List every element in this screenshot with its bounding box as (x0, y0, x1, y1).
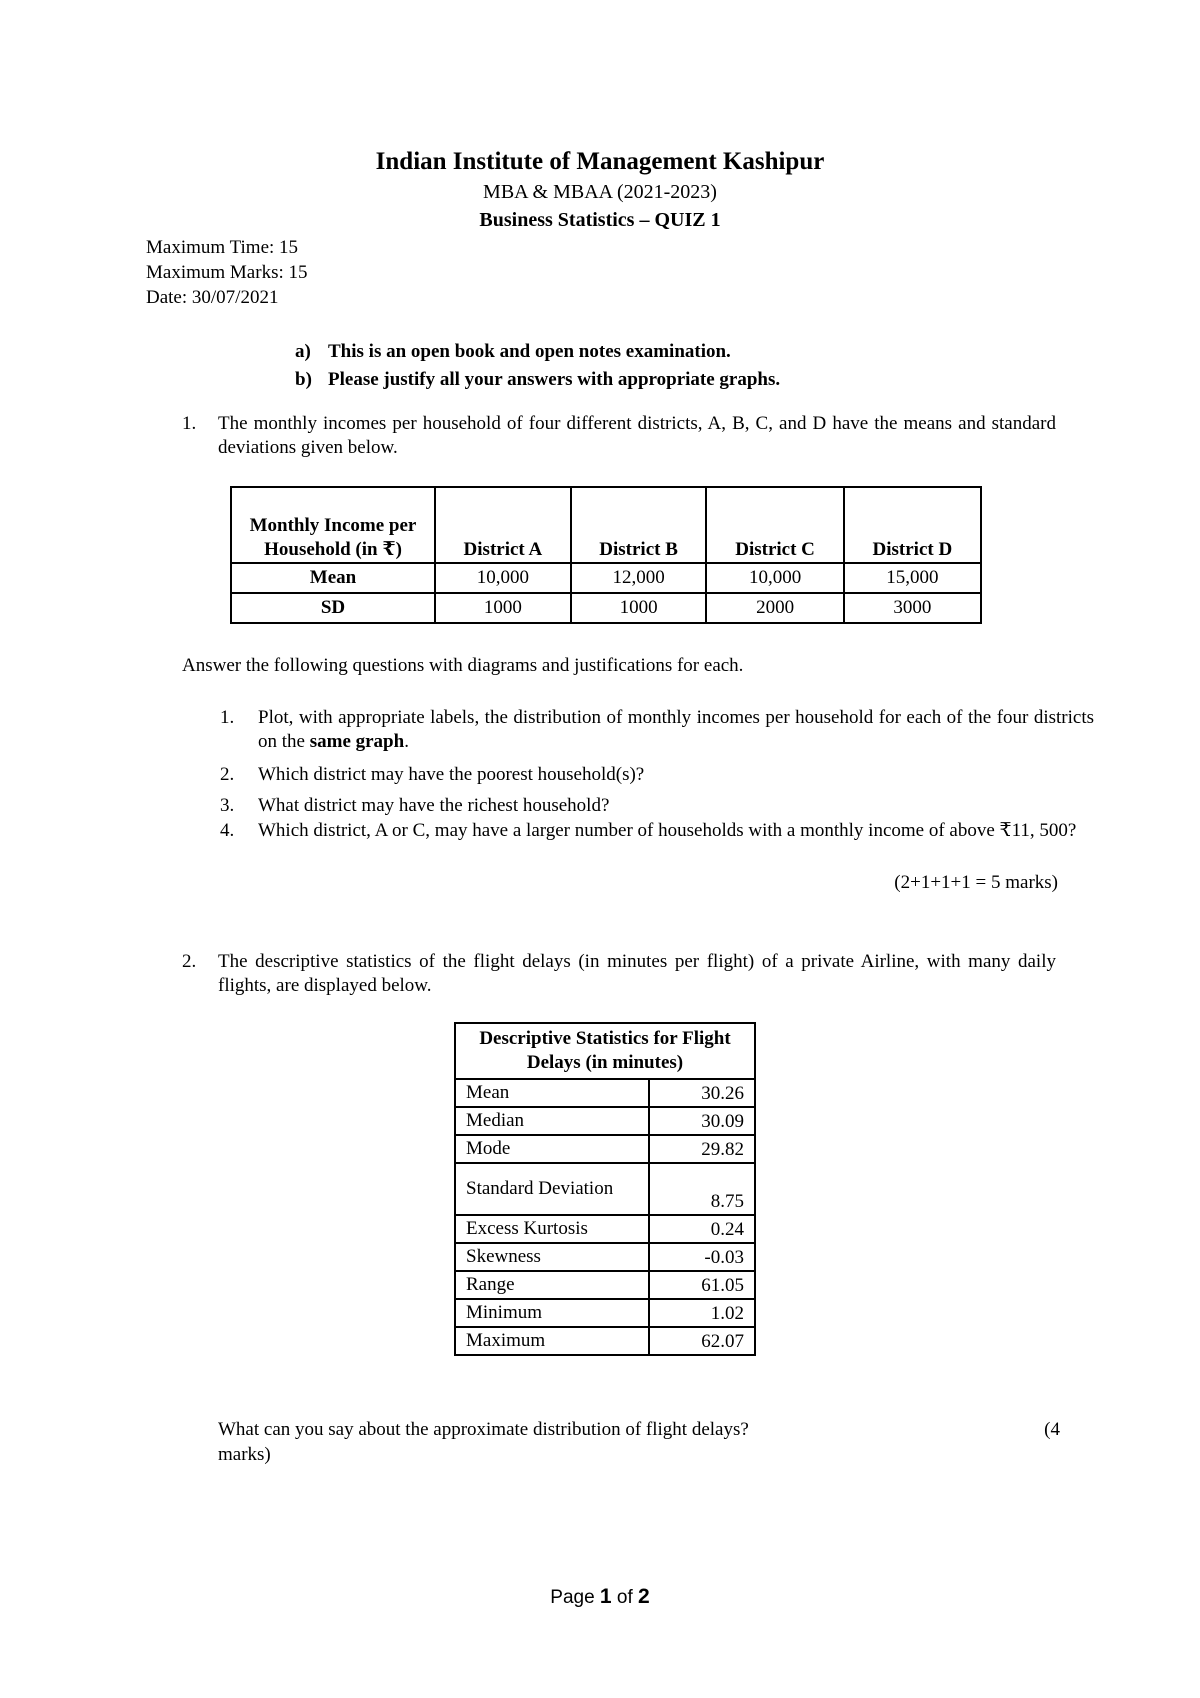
table-row (455, 1079, 755, 1107)
table-cell: 10,000 (706, 563, 843, 593)
table-row (455, 1215, 755, 1243)
row-label: SD (231, 593, 435, 623)
table-cell: 12,000 (571, 563, 707, 593)
column-header: District D (844, 487, 981, 563)
stat-value: 30.26 (649, 1079, 755, 1107)
footer-page-label: Page (550, 1587, 595, 1608)
table-row (455, 1135, 755, 1163)
max-marks: Maximum Marks: 15 (146, 262, 308, 283)
table-row (455, 1163, 755, 1215)
table-row (455, 1299, 755, 1327)
institute-title: Indian Institute of Management Kashipur (375, 148, 825, 175)
instruction-label: a) (295, 341, 311, 362)
stat-label: Minimum (455, 1299, 649, 1327)
max-time: Maximum Time: 15 (146, 237, 299, 258)
table-cell: 3000 (844, 593, 981, 623)
course-title: Business Statistics – QUIZ 1 (479, 209, 721, 231)
table-row (231, 563, 981, 593)
row-label: Mean (231, 563, 435, 593)
footer-page-number: 1 (599, 1585, 612, 1608)
question-2 (182, 950, 1062, 1000)
column-header: District C (706, 487, 843, 563)
subquestion-number: 1. (220, 707, 235, 728)
stat-value: 61.05 (649, 1271, 755, 1299)
subquestion-text: Plot, with appropriate labels, the distribution of monthly incomes per household for each of the four districts on the same graph. (258, 707, 1094, 752)
table-cell: 1000 (571, 593, 707, 623)
question-2-prompt: What can you say about the approximate distribution of flight delays? (218, 1419, 749, 1440)
instruction-label: b) (295, 369, 312, 390)
question-2-marks-close: marks) (218, 1444, 271, 1465)
stat-label: Mean (455, 1079, 649, 1107)
stat-value: 62.07 (649, 1327, 755, 1355)
footer-page-total: 2 (638, 1585, 650, 1608)
table-cell: 1000 (435, 593, 571, 623)
table-cell: 10,000 (435, 563, 571, 593)
stat-label: Median (455, 1107, 649, 1135)
instruction-a (295, 340, 731, 364)
question-number: 1. (182, 413, 197, 434)
flight-table-caption: Descriptive Statistics for Flight Delays (in minutes) (455, 1023, 755, 1079)
question-1 (182, 412, 1062, 462)
question-1-marks: (2+1+1+1 = 5 marks) (894, 872, 1058, 893)
subquestion-text: Which district, A or C, may have a larger number of households with a monthly income of above ₹11, 500? (258, 820, 1077, 841)
stat-value: 0.24 (649, 1215, 755, 1243)
exam-date: Date: 30/07/2021 (146, 287, 279, 308)
instruction-b (295, 368, 780, 392)
table-row (455, 1107, 755, 1135)
subquestion-3 (220, 794, 1094, 818)
program-title: MBA & MBAA (2021-2023) (483, 181, 717, 203)
page-footer (0, 1585, 1200, 1610)
subquestion-4 (220, 819, 1094, 869)
stat-value: -0.03 (649, 1243, 755, 1271)
table-row (455, 1271, 755, 1299)
column-header: District A (435, 487, 571, 563)
subquestion-1 (220, 706, 1094, 756)
instruction-text: This is an open book and open notes examination. (328, 341, 731, 362)
stat-label: Maximum (455, 1327, 649, 1355)
subquestion-number: 2. (220, 764, 235, 785)
subquestion-number: 3. (220, 795, 235, 816)
stat-label: Range (455, 1271, 649, 1299)
table-row (455, 1327, 755, 1355)
table-cell: 2000 (706, 593, 843, 623)
emphasis: same graph (309, 731, 405, 752)
flight-delay-table (454, 1022, 756, 1356)
stat-label: Mode (455, 1135, 649, 1163)
stat-label: Standard Deviation (455, 1163, 649, 1215)
table-row (455, 1243, 755, 1271)
column-header: District B (571, 487, 707, 563)
question-text: The descriptive statistics of the flight delays (in minutes per flight) of a private Airline, with many daily flights, are displayed below. (218, 951, 1056, 996)
question-text: The monthly incomes per household of four different districts, A, B, C, and D have the means and standard deviations given below. (218, 413, 1056, 458)
stat-label: Excess Kurtosis (455, 1215, 649, 1243)
subquestion-text: What district may have the richest household? (258, 795, 610, 816)
table-row (231, 593, 981, 623)
stat-value: 30.09 (649, 1107, 755, 1135)
subquestion-text: Which district may have the poorest household(s)? (258, 764, 645, 785)
question-2-marks-open: (4 (1044, 1419, 1060, 1440)
stat-value: 1.02 (649, 1299, 755, 1327)
stat-label: Skewness (455, 1243, 649, 1271)
stat-value: 29.82 (649, 1135, 755, 1163)
subquestion-number: 4. (220, 820, 235, 841)
income-table (230, 486, 982, 624)
instruction-text: Please justify all your answers with appropriate graphs. (328, 369, 781, 390)
question-1-prompt: Answer the following questions with diagrams and justifications for each. (182, 655, 744, 676)
subquestion-2 (220, 763, 1094, 787)
stat-value: 8.75 (649, 1163, 755, 1215)
question-number: 2. (182, 951, 197, 972)
income-table-corner: Monthly Income per Household (in ₹) (231, 487, 435, 563)
table-cell: 15,000 (844, 563, 981, 593)
footer-of-label: of (616, 1587, 633, 1608)
